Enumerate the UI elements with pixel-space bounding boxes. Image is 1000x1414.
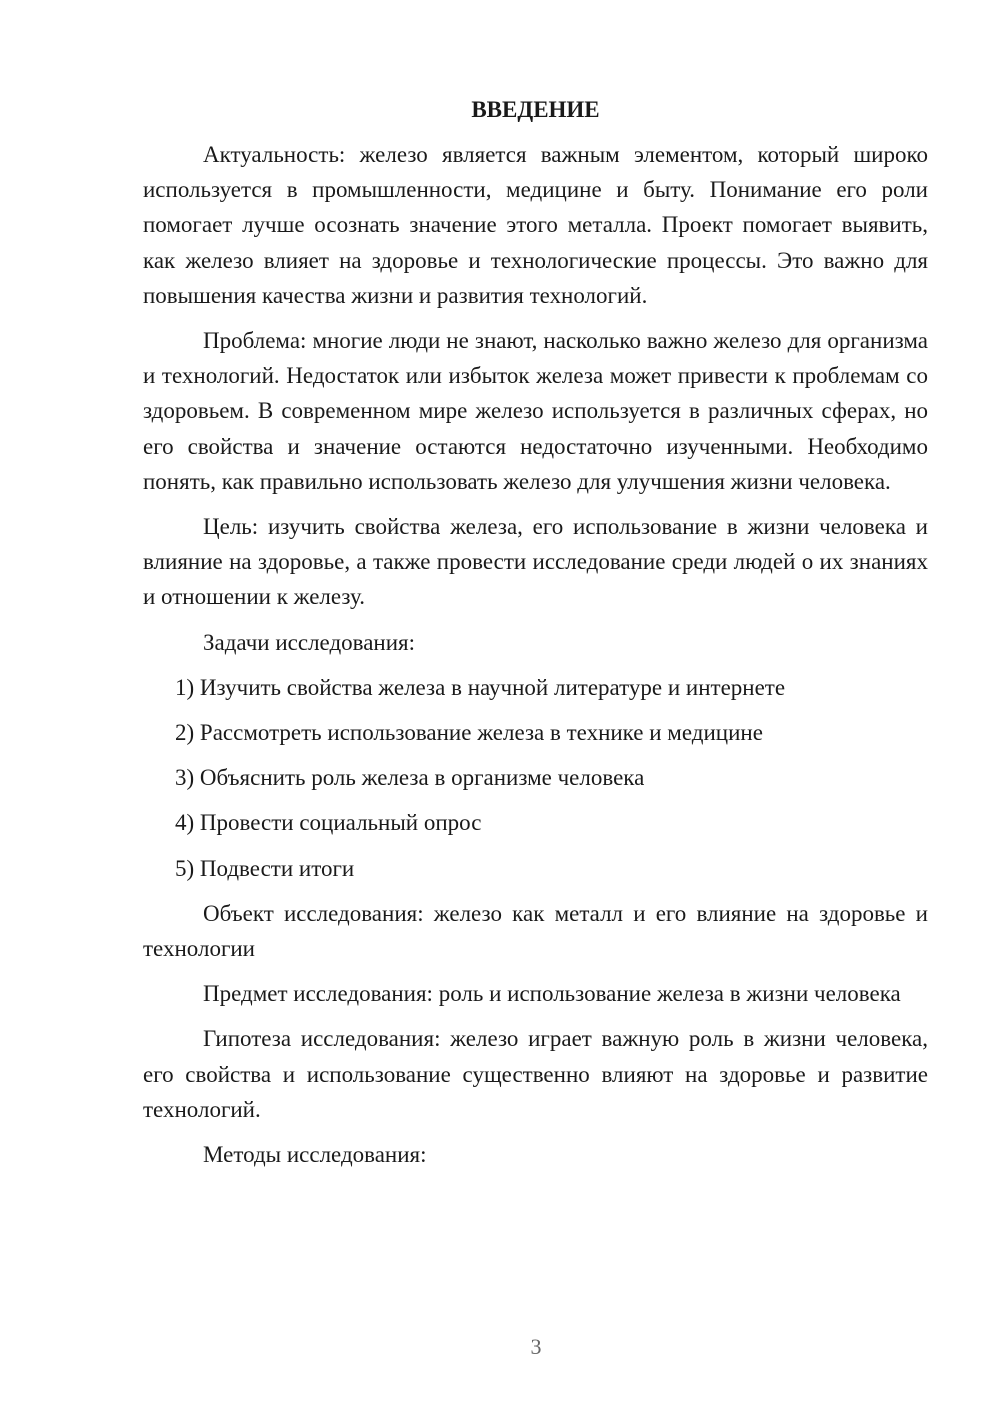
object-paragraph: Объект исследования: железо как металл и его влияние на здоровье и технологии — [143, 900, 928, 962]
subject-paragraph: Предмет исследования: роль и использование железа в жизни человека — [203, 981, 901, 1007]
tasks-list — [143, 670, 928, 886]
list-item: 3) Объяснить роль железа в организме человека — [175, 765, 645, 791]
page-content — [143, 95, 928, 1182]
relevance-paragraph: Актуальность: железо является важным элементом, который широко используется в промышленности, медицине и быту. Понимание его роли помогает лучше осознать значение этого металла. Проект помогает выявить, как железо влияет на здоровье и технологические процессы. Это важно для повышения качества жизни и развития технологий. — [143, 142, 928, 308]
list-item: 5) Подвести итоги — [175, 855, 355, 881]
list-item: 2) Рассмотреть использование железа в технике и медицине — [175, 720, 763, 746]
problem-paragraph: Проблема: многие люди не знают, насколько важно железо для организма и технологий. Недостаток или избыток железа может привести к проблемам со здоровьем. В современном мире железо используется в различных сферах, но его свойства и значение остаются недостаточно изученными. Необходимо понять, как правильно использовать железо для улучшения жизни человека. — [143, 328, 928, 494]
hypothesis-paragraph: Гипотеза исследования: железо играет важную роль в жизни человека, его свойства и использование существенно влияют на здоровье и развитие технологий. — [143, 1026, 928, 1122]
section-title: ВВЕДЕНИЕ — [471, 97, 600, 122]
list-item: 1) Изучить свойства железа в научной литературе и интернете — [175, 674, 786, 700]
goal-paragraph: Цель: изучить свойства железа, его использование в жизни человека и влияние на здоровье, а также провести исследование среди людей о их знаниях и отношении к железу. — [143, 514, 928, 610]
methods-heading: Методы исследования: — [203, 1142, 427, 1168]
list-item: 4) Провести социальный опрос — [175, 810, 482, 836]
tasks-heading: Задачи исследования: — [203, 629, 416, 655]
page-number: 3 — [530, 1334, 542, 1359]
